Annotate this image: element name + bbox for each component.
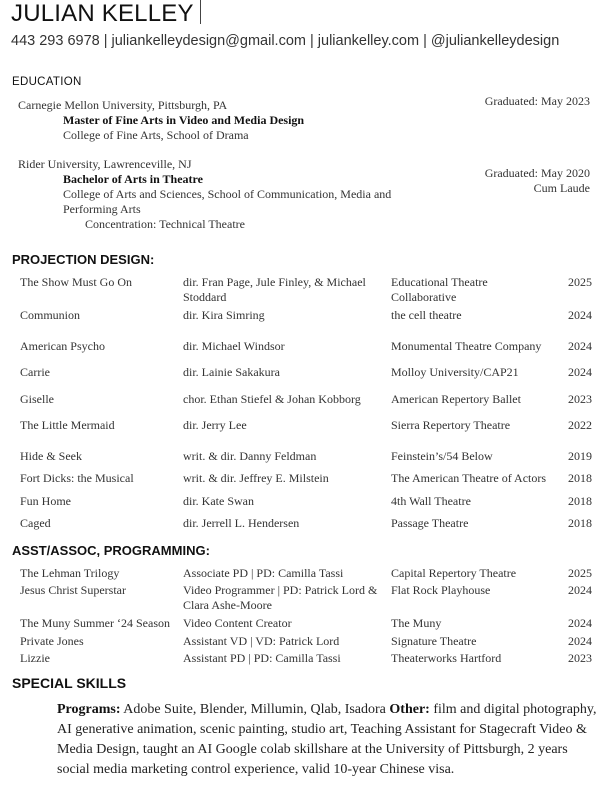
- projection-design-heading: PROJECTION DESIGN:: [12, 252, 155, 267]
- credit-row: [20, 516, 592, 532]
- education-entry-rider: [18, 157, 418, 232]
- education-graduated-date: Graduated: May 2023: [484, 94, 590, 108]
- credit-director: dir. Kira Simring: [183, 308, 265, 322]
- credit-show: Giselle: [20, 392, 54, 406]
- credit-director: dir. Fran Page, Jule Finley, & Michael Stoddard: [183, 275, 366, 304]
- credit-venue: Passage Theatre: [391, 516, 469, 530]
- credit-row: [20, 566, 592, 582]
- name-text: JULIAN KELLEY: [11, 0, 194, 27]
- education-degree: Bachelor of Arts in Theatre: [63, 172, 203, 186]
- credit-venue: Sierra Repertory Theatre: [391, 418, 511, 432]
- credit-show: Caged: [20, 516, 51, 530]
- credit-show: Communion: [20, 308, 81, 322]
- credit-director: writ. & dir. Danny Feldman: [183, 449, 317, 463]
- credit-row: [20, 651, 592, 667]
- credit-venue: The Muny: [391, 616, 442, 630]
- education-honors: Cum Laude: [533, 181, 590, 195]
- credit-director: dir. Michael Windsor: [183, 339, 285, 353]
- credit-year: 2019: [568, 449, 592, 463]
- credit-venue: Theaterworks Hartford: [391, 651, 502, 665]
- credit-venue: 4th Wall Theatre: [391, 494, 471, 508]
- credit-director: dir. Jerrell L. Hendersen: [183, 516, 300, 530]
- credit-year: 2024: [568, 308, 592, 322]
- credit-year: 2018: [568, 516, 592, 530]
- credit-year: 2022: [568, 418, 592, 432]
- credit-show: Fort Dicks: the Musical: [20, 471, 134, 485]
- credit-show: The Little Mermaid: [20, 418, 115, 432]
- credit-venue: Monumental Theatre Company: [391, 339, 542, 353]
- credit-row: [20, 494, 592, 510]
- contact-line: 443 293 6978 | juliankelleydesign@gmail.com | juliankelley.com | @juliankelleydesign: [11, 33, 560, 49]
- special-skills-heading: SPECIAL SKILLS: [12, 675, 127, 691]
- credit-row: [20, 392, 592, 408]
- programs-list: Adobe Suite, Blender, Millumin, Qlab, Isadora: [120, 702, 390, 717]
- credit-role: Assistant VD | VD: Patrick Lord: [183, 634, 340, 648]
- credit-show: American Psycho: [20, 339, 105, 353]
- credit-role: Assistant PD | PD: Camilla Tassi: [183, 651, 341, 665]
- programs-label: Programs:: [57, 702, 121, 717]
- education-concentration: Concentration: Technical Theatre: [85, 217, 245, 231]
- credit-row: [20, 275, 592, 304]
- credit-show: The Lehman Trilogy: [20, 566, 120, 580]
- credit-show: The Muny Summer ‘24 Season: [20, 616, 170, 630]
- education-graduated-rider: [485, 166, 590, 196]
- credit-venue: the cell theatre: [391, 308, 462, 322]
- education-degree: Master of Fine Arts in Video and Media Design: [63, 113, 305, 127]
- credit-year: 2024: [568, 634, 592, 648]
- education-college: College of Fine Arts, School of Drama: [63, 128, 249, 142]
- credit-show: Hide & Seek: [20, 449, 82, 463]
- credit-year: 2024: [568, 339, 592, 353]
- credit-show: The Show Must Go On: [20, 275, 133, 289]
- credit-show: Lizzie: [20, 651, 50, 665]
- credit-show: Private Jones: [20, 634, 84, 648]
- credit-year: 2018: [568, 471, 592, 485]
- credit-row: [20, 418, 592, 434]
- assist-programming-heading: ASST/ASSOC, PROGRAMMING:: [12, 543, 210, 558]
- credit-venue: Capital Repertory Theatre: [391, 566, 517, 580]
- credit-row: [20, 308, 592, 324]
- credit-row: [20, 449, 592, 465]
- credit-role: Video Content Creator: [183, 616, 292, 630]
- credit-year: 2023: [568, 392, 592, 406]
- education-college: College of Arts and Sciences, School of Communication, Media and Performing Arts: [63, 187, 392, 216]
- credit-director: chor. Ethan Stiefel & Johan Kobborg: [183, 392, 361, 406]
- credit-venue: Signature Theatre: [391, 634, 477, 648]
- credit-row: [20, 634, 592, 650]
- resume-name: [11, 0, 201, 28]
- credit-year: 2024: [568, 583, 592, 597]
- credit-venue: The American Theatre of Actors: [391, 471, 547, 485]
- credit-row: [20, 365, 592, 381]
- credit-year: 2024: [568, 616, 592, 630]
- credit-role: Associate PD | PD: Camilla Tassi: [183, 566, 344, 580]
- credit-director: dir. Lainie Sakakura: [183, 365, 280, 379]
- education-graduated-cmu: [485, 94, 590, 109]
- credit-row: [20, 471, 592, 487]
- education-heading: EDUCATION: [12, 76, 82, 88]
- credit-year: 2024: [568, 365, 592, 379]
- special-skills-text: [57, 700, 602, 780]
- other-label: Other:: [389, 702, 430, 717]
- credit-row: [20, 583, 592, 612]
- credit-venue: Feinstein’s/54 Below: [391, 449, 493, 463]
- credit-role: Video Programmer | PD: Patrick Lord & Clara Ashe-Moore: [183, 583, 378, 612]
- credit-show: Fun Home: [20, 494, 71, 508]
- education-school: Rider University, Lawrenceville, NJ: [18, 157, 192, 171]
- education-graduated-date: Graduated: May 2020: [484, 166, 590, 180]
- credit-director: dir. Jerry Lee: [183, 418, 247, 432]
- credit-year: 2025: [568, 566, 592, 580]
- credit-row: [20, 616, 592, 632]
- education-school: Carnegie Mellon University, Pittsburgh, PA: [18, 98, 228, 112]
- education-entry-cmu: [18, 98, 448, 143]
- credit-year: 2025: [568, 275, 592, 289]
- credit-show: Jesus Christ Superstar: [20, 583, 126, 597]
- credit-venue: American Repertory Ballet: [391, 392, 521, 406]
- credit-year: 2023: [568, 651, 592, 665]
- credit-year: 2018: [568, 494, 592, 508]
- credit-director: writ. & dir. Jeffrey E. Milstein: [183, 471, 329, 485]
- name-divider: [200, 0, 201, 24]
- credit-row: [20, 339, 592, 355]
- credit-show: Carrie: [20, 365, 50, 379]
- other-list: film and digital photography, AI generative animation, scenic painting, studio art, Teaching Assistant for Stagecraft Video & Media Design, taught an AI Google colab skillshare at the University of Pittsburgh, 2 years social media marketing control experience, valid 10-year Chinese visa.: [57, 702, 597, 777]
- credit-venue: Flat Rock Playhouse: [391, 583, 491, 597]
- credit-director: dir. Kate Swan: [183, 494, 254, 508]
- credit-venue: Educational Theatre Collaborative: [391, 275, 488, 304]
- credit-venue: Molloy University/CAP21: [391, 365, 519, 379]
